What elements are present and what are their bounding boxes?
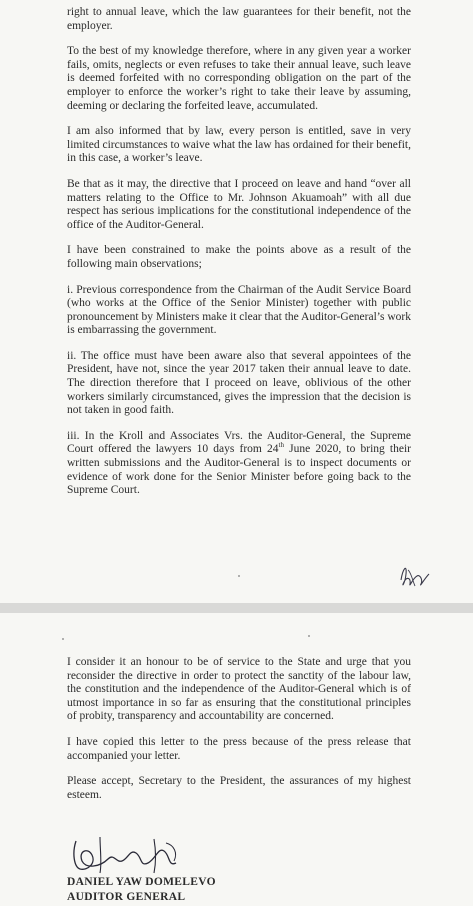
scan-speck <box>62 638 64 640</box>
paragraph-observations-intro: I have been constrained to make the points above as a result of the following main observations; <box>67 244 411 270</box>
initials-signature-icon <box>395 560 433 592</box>
ordinal-superscript: th <box>278 441 284 450</box>
observation-item-1: i. Previous correspondence from the Chairman of the Audit Service Board (who works at the Office of the Senior Minister) together with public pronouncement by Ministers make it clear that the Auditor-General’s work is embarrassing the government. <box>67 283 411 337</box>
paragraph-closing-appeal: I consider it an honour to be of service to the State and urge that you reconsider the directive in order to protect the sanctity of the labour law, the constitution and the independence of the Auditor-General which is of utmost importance in so far as ensuring that the constitutional principles of probity, transparency and accountability are concerned. <box>67 656 411 723</box>
page-1-body <box>67 6 411 510</box>
paragraph-annual-leave: right to annual leave, which the law guarantees for their benefit, not the employer. <box>67 6 411 32</box>
page-2-body <box>67 656 411 814</box>
signatory-title: AUDITOR GENERAL <box>67 891 186 903</box>
signatory-name: DANIEL YAW DOMELEVO <box>67 876 216 888</box>
signature-icon <box>70 833 190 877</box>
scan-speck <box>308 635 310 637</box>
observation-item-3 <box>67 430 411 498</box>
paragraph-esteem: Please accept, Secretary to the President, the assurances of my highest esteem. <box>67 775 411 801</box>
paragraph-directive: Be that as it may, the directive that I proceed on leave and hand “over all matters relating to the Office to Mr. Johnson Akuamoah” with all due respect has serious implications for the constitutional independence of the office of the Auditor-General. <box>67 177 411 231</box>
paragraph-waive-rights: I am also informed that by law, every person is entitled, save in very limited circumstances to waive what the law has ordained for their benefit, in this case, a worker’s leave. <box>67 125 411 165</box>
observation-item-3-text-a: iii. In the Kroll and Associates Vrs. the Auditor-General, the Supreme Court offered the lawyers 10 days from 24 <box>67 429 411 456</box>
observation-item-3-text-b: June 2020, to bring their written submissions and the Auditor-General is to inspect documents or evidence of work done for the Senior Minister before going back to the Supreme Court. <box>67 443 412 497</box>
paragraph-press-copy: I have copied this letter to the press because of the press release that accompanied your letter. <box>67 735 411 762</box>
observation-item-2: ii. The office must have been aware also that several appointees of the President, have not, since the year 2017 taken their annual leave to date. The direction therefore that I proceed on leave, oblivious of the other workers similarly circumstanced, gives the impression that the decision is not taken in good faith. <box>67 349 411 417</box>
paragraph-forfeited-leave: To the best of my knowledge therefore, where in any given year a worker fails, omits, neglects or even refuses to take their annual leave, such leave is deemed forfeited with no corresponding obligation on the part of the employer to enforce the worker’s right to take their leave by assuming, deeming or declaring the forfeited leave, accumulated. <box>67 45 411 112</box>
scan-speck <box>238 575 240 577</box>
